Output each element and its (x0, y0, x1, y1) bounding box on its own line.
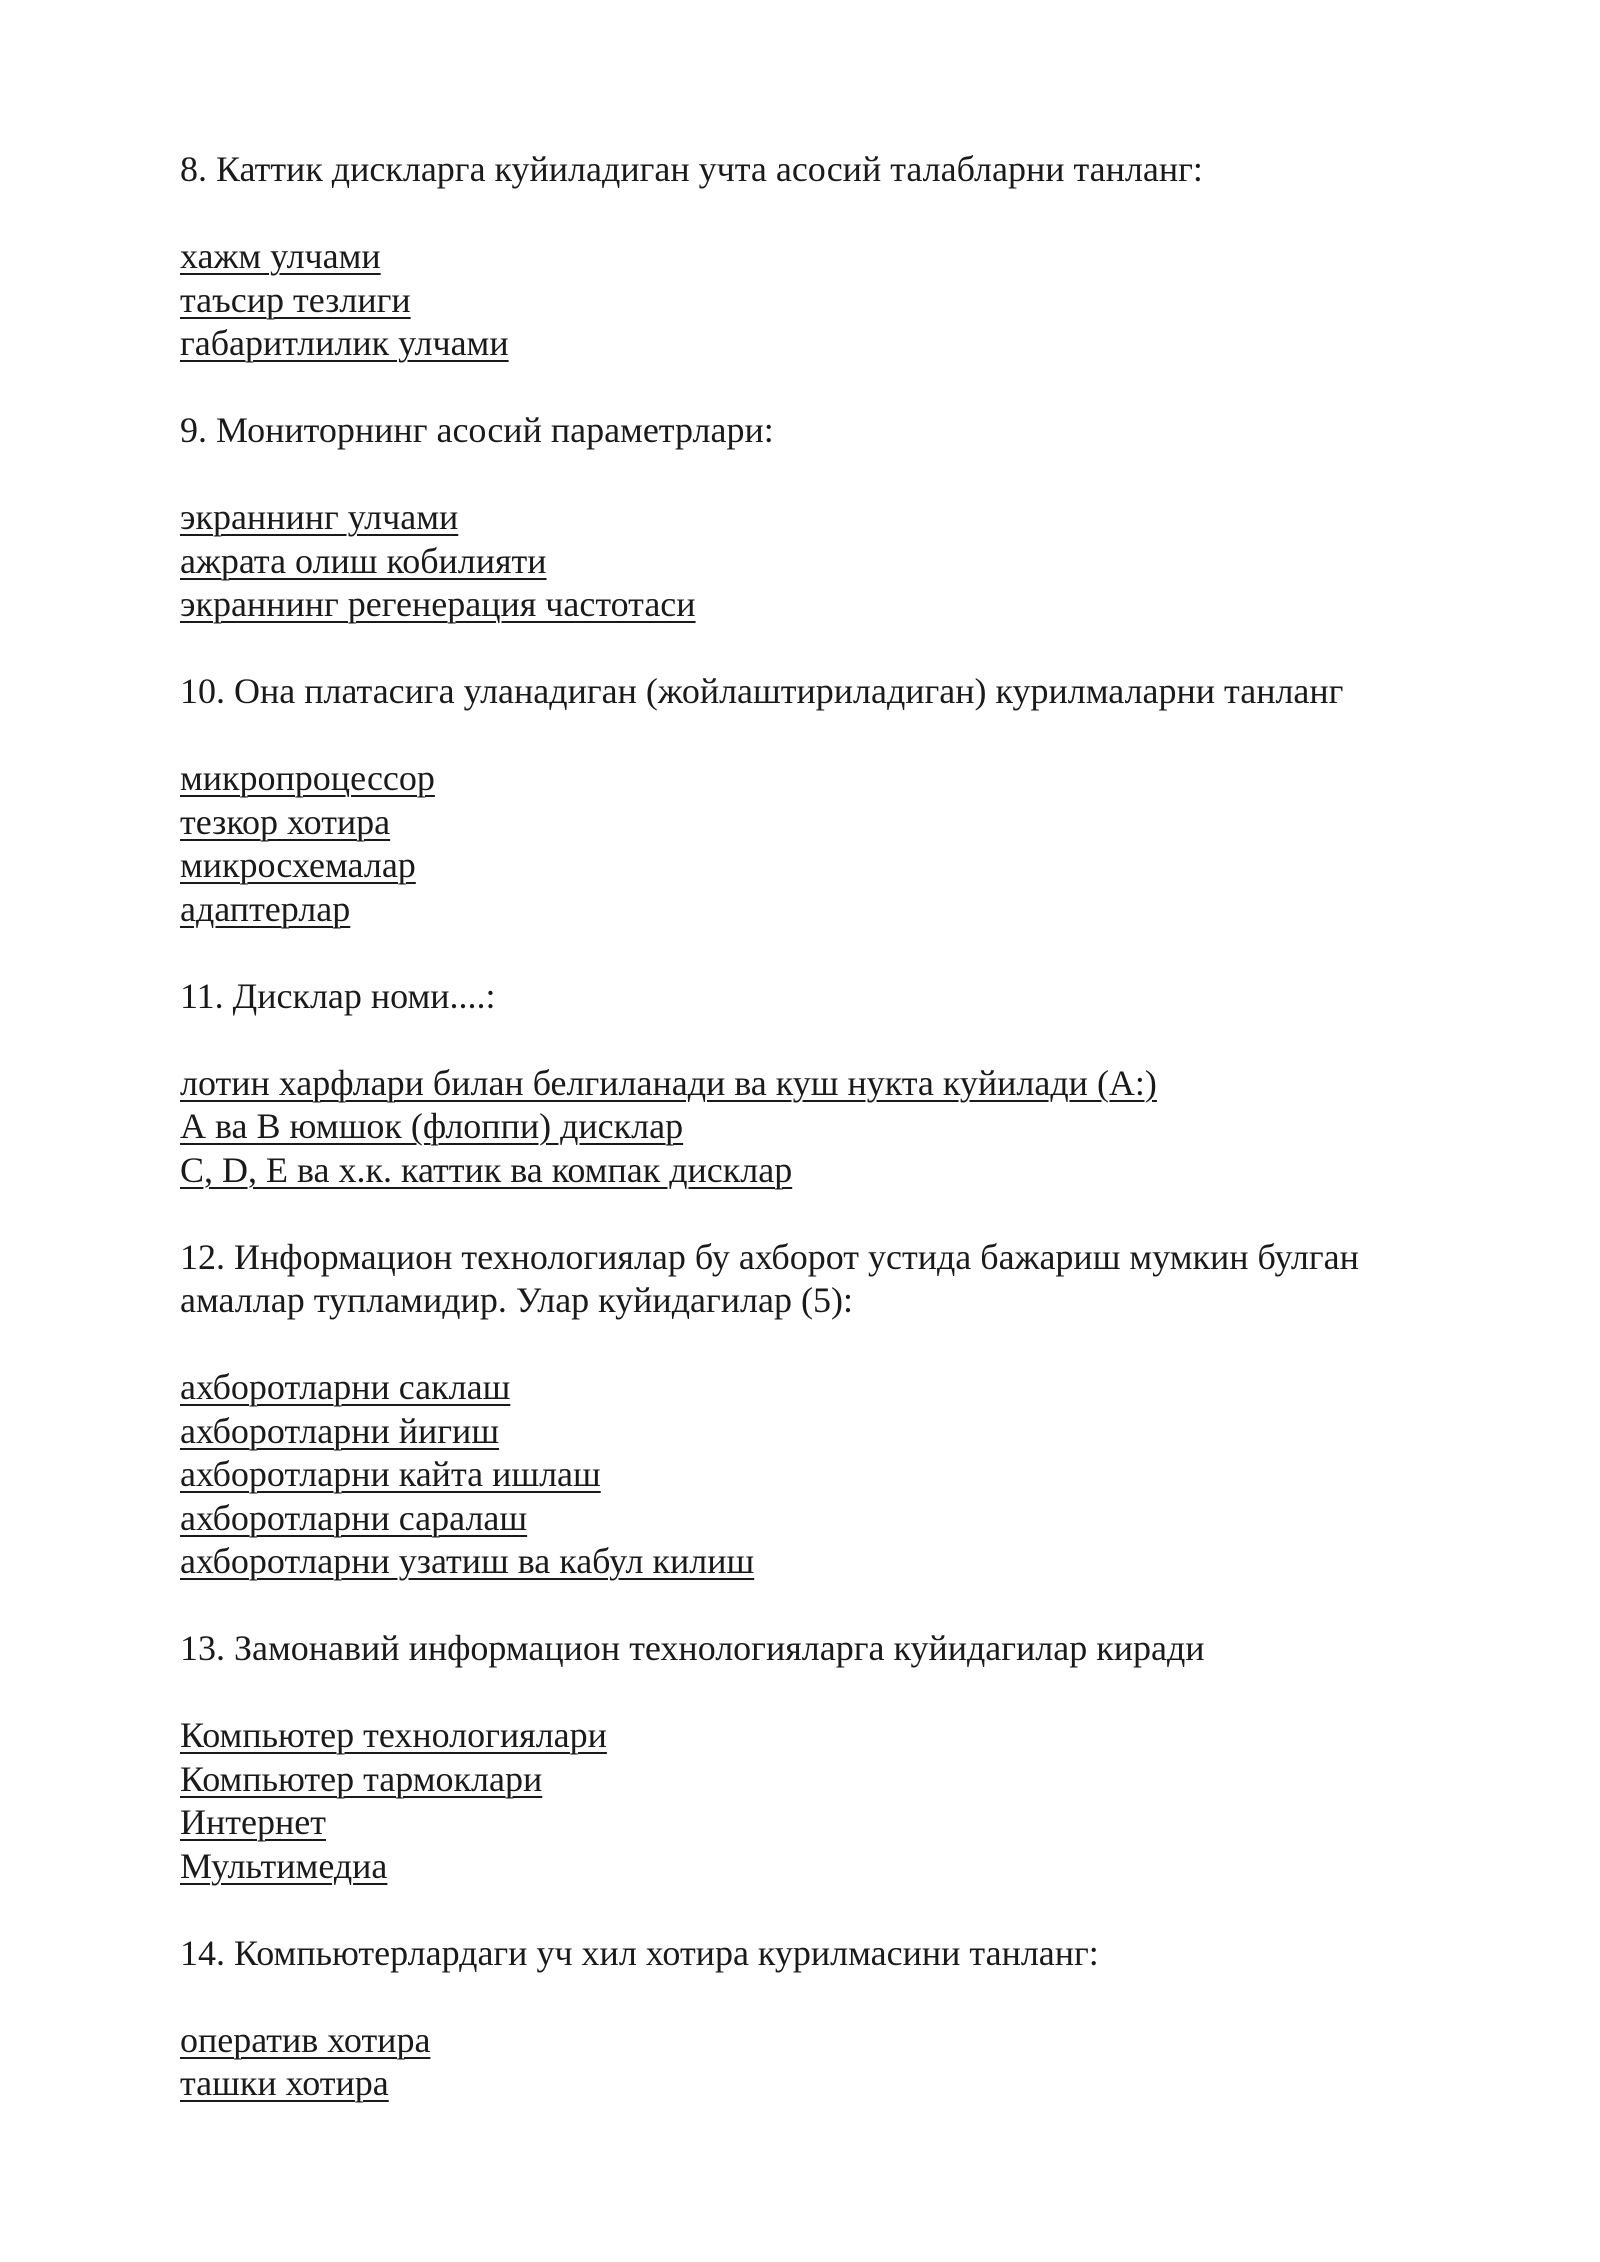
question-11: 11. Дисклар номи....: (180, 975, 496, 1016)
question-10: 10. Она платасига уланадиган (жойлаштириладиган) курилмаларни танланг (180, 671, 1344, 711)
answer-item: оператив хотира (180, 2019, 431, 2060)
answer-item: адаптерлар (180, 888, 351, 929)
question-13: 13. Замонавий информацион технологияларга куйидагилар киради (180, 1628, 1205, 1668)
answer-list-10 (180, 757, 1480, 931)
answer-item: микросхемалар (180, 845, 416, 885)
answer-item: экраннинг улчами (180, 497, 459, 537)
answer-item: экраннинг регенерация частотаси (180, 584, 696, 624)
question-12: 12. Информацион технологиялар бу ахборот устида бажариш мумкин булган амаллар тупламидир. Улар куйидагилар (5): (180, 1236, 1359, 1320)
answer-item: Компьютер технологиялари (180, 1715, 607, 1755)
answer-item: ахборотларни узатиш ва кабул килиш (180, 1541, 755, 1581)
answer-item: ажрата олиш кобилияти (180, 540, 547, 581)
question-14: 14. Компьютерлардаги уч хил хотира курилмасини танланг: (180, 1932, 1099, 1973)
answer-item: таъсир тезлиги (180, 279, 411, 320)
answer-item: тезкор хотира (180, 801, 391, 842)
question-9: 9. Мониторнинг асосий параметрлари: (180, 410, 774, 450)
answer-item: микропроцессор (180, 758, 435, 798)
answer-item: хажм улчами (180, 236, 381, 276)
question-8: 8. Каттик дискларга куйиладиган учта асосий талабларни танланг: (180, 149, 1203, 189)
answer-item: ахборотларни йигиш (180, 1410, 500, 1451)
answer-item: ахборотларни кайта ишлаш (180, 1454, 601, 1494)
answer-list-11 (180, 1062, 1480, 1193)
answer-item: Мультимедиа (180, 1845, 388, 1886)
answer-item: Компьютер тармоклари (180, 1758, 543, 1799)
answer-item: габаритлилик улчами (180, 323, 509, 363)
answer-item: ахборотларни саклаш (180, 1367, 511, 1407)
answer-item: А ва В юмшок (флоппи) дисклар (180, 1106, 684, 1146)
answer-list-14 (180, 2019, 1480, 2106)
answer-item: ахборотларни саралаш (180, 1497, 528, 1538)
answer-item: ташки хотира (180, 2063, 389, 2103)
answer-list-13 (180, 1714, 1480, 1888)
document-page (180, 148, 1480, 2106)
answer-list-8 (180, 235, 1480, 366)
answer-item: Интернет (180, 1802, 326, 1842)
answer-item: С, D, Е ва х.к. каттик ва компак дисклар (180, 1149, 793, 1190)
answer-list-9 (180, 496, 1480, 627)
answer-item: лотин харфлари билан белгиланади ва куш нукта куйилади (А:) (180, 1062, 1157, 1103)
answer-list-12 (180, 1366, 1480, 1584)
